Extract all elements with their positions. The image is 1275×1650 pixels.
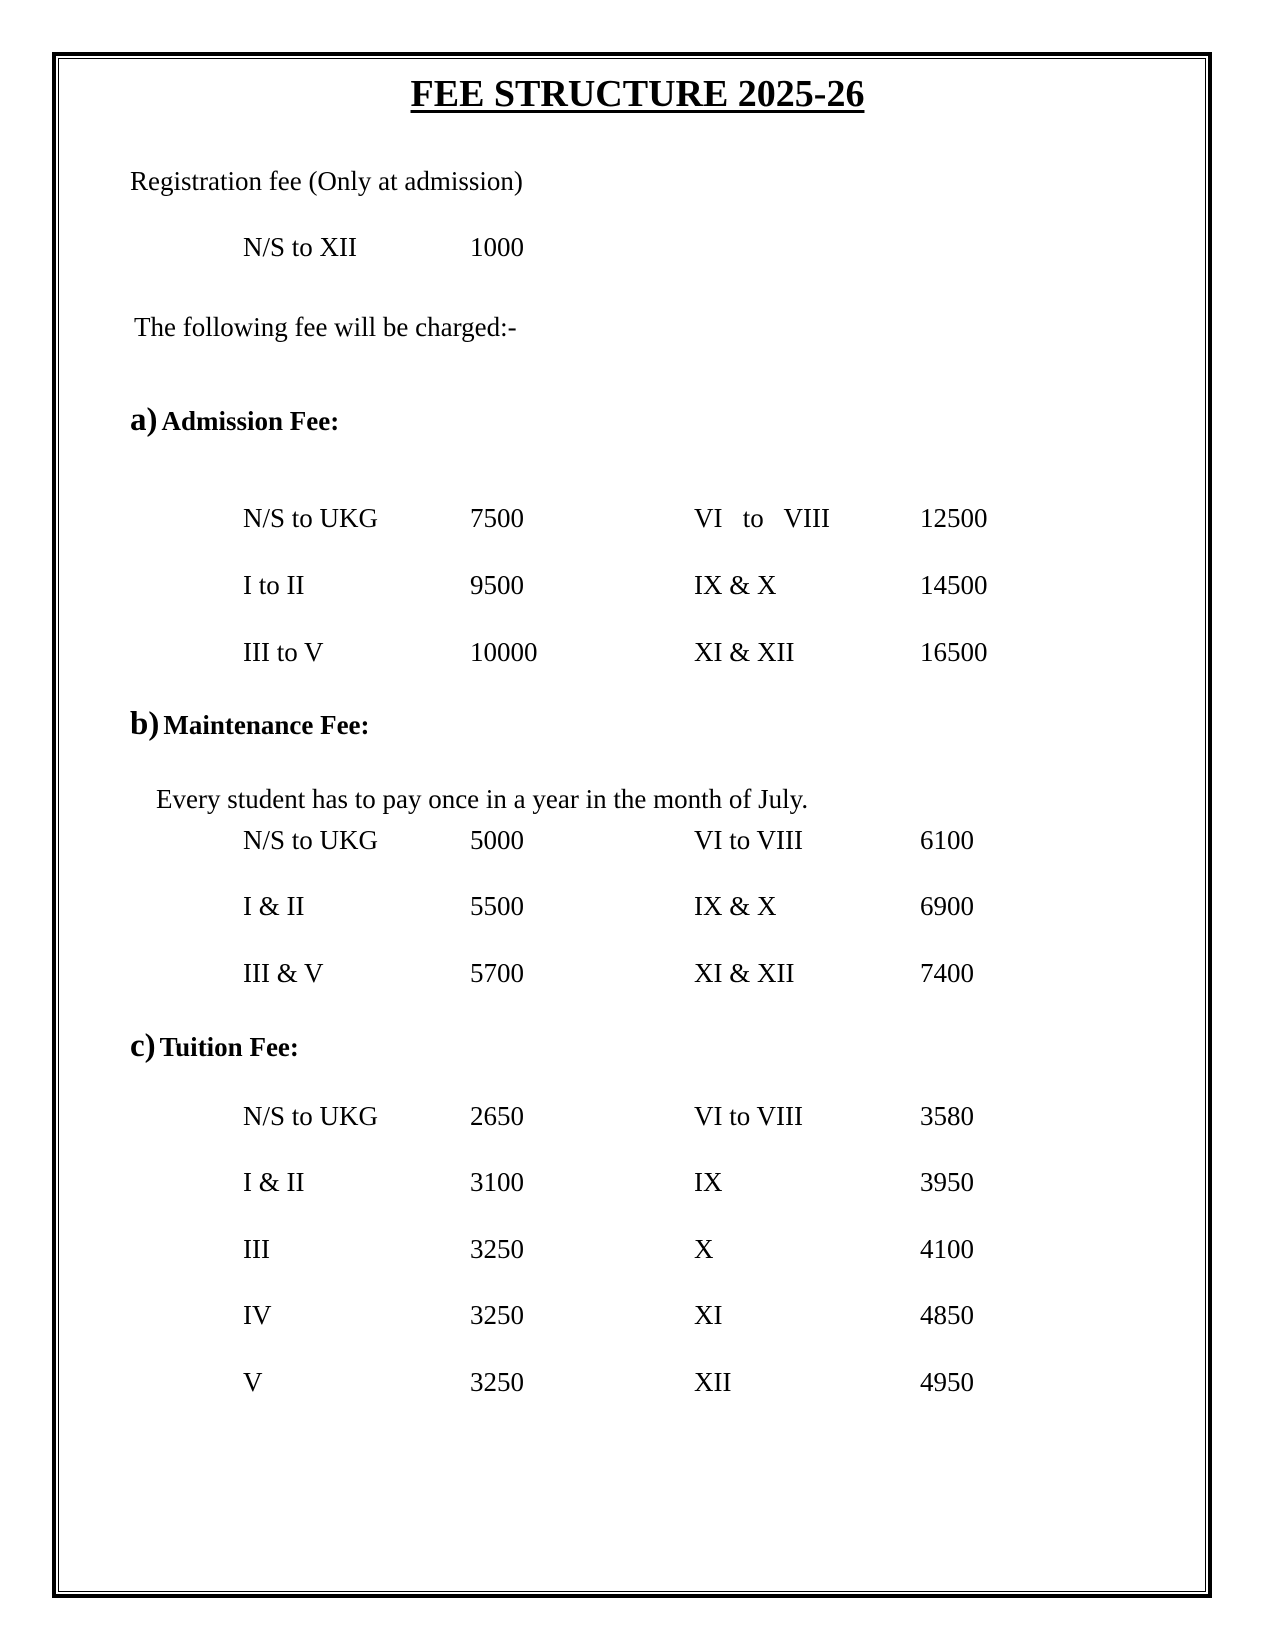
table-cell: XI & XII [694, 637, 795, 667]
table-cell: 6900 [920, 891, 974, 921]
tuition-heading [130, 1028, 299, 1065]
table-cell: 6100 [920, 825, 974, 855]
table-cell: 10000 [470, 637, 538, 667]
admission-letter: a) [130, 402, 158, 438]
table-cell: III to V [243, 637, 324, 667]
registration-fee: 1000 [470, 232, 524, 262]
table-cell: 5000 [470, 825, 524, 855]
admission-heading [130, 402, 339, 439]
table-cell: 3950 [920, 1167, 974, 1197]
table-cell: 4850 [920, 1300, 974, 1330]
table-cell: V [243, 1367, 263, 1397]
table-cell: 7500 [470, 503, 524, 533]
table-cell: I to II [243, 570, 305, 600]
table-cell: XI [694, 1300, 723, 1330]
table-cell: 3250 [470, 1300, 524, 1330]
table-cell: XI & XII [694, 958, 795, 988]
page-title: FEE STRUCTURE 2025-26 [410, 73, 865, 115]
maintenance-title: Maintenance Fee: [163, 710, 370, 740]
table-cell: N/S to UKG [243, 825, 379, 855]
table-cell: 4950 [920, 1367, 974, 1397]
table-cell: VI to VIII [694, 1101, 803, 1131]
table-cell: I & II [243, 891, 305, 921]
table-cell: 16500 [920, 637, 988, 667]
table-cell: 3100 [470, 1167, 524, 1197]
table-cell: N/S to UKG [243, 1101, 379, 1131]
maintenance-heading [130, 706, 370, 743]
table-cell: 2650 [470, 1101, 524, 1131]
table-cell: 9500 [470, 570, 524, 600]
table-cell: X [694, 1234, 714, 1264]
table-cell: IX & X [694, 891, 777, 921]
table-cell: 3250 [470, 1367, 524, 1397]
table-cell: IV [243, 1300, 272, 1330]
table-cell: 3250 [470, 1234, 524, 1264]
table-cell: 5700 [470, 958, 524, 988]
table-cell: 7400 [920, 958, 974, 988]
table-cell: 4100 [920, 1234, 974, 1264]
page-border-inner [58, 58, 1206, 1592]
table-cell: XII [694, 1367, 732, 1397]
table-cell: III [243, 1234, 270, 1264]
maintenance-note: Every student has to pay once in a year in the month of July. [156, 784, 809, 814]
table-cell: 3580 [920, 1101, 974, 1131]
registration-label: Registration fee (Only at admission) [130, 166, 523, 196]
tuition-letter: c) [130, 1028, 156, 1064]
table-cell: III & V [243, 958, 324, 988]
table-cell: IX & X [694, 570, 777, 600]
maintenance-letter: b) [130, 706, 160, 742]
intro-text: The following fee will be charged:- [134, 312, 517, 342]
table-cell: N/S to UKG [243, 503, 379, 533]
tuition-title: Tuition Fee: [159, 1032, 299, 1062]
table-cell: I & II [243, 1167, 305, 1197]
admission-title: Admission Fee: [161, 406, 340, 436]
table-cell: 12500 [920, 503, 988, 533]
table-cell: IX [694, 1167, 723, 1197]
table-cell: 5500 [470, 891, 524, 921]
table-cell: 14500 [920, 570, 988, 600]
table-cell: VI to VIII [694, 825, 803, 855]
registration-class: N/S to XII [243, 232, 357, 262]
table-cell: VI to VIII [694, 503, 830, 533]
